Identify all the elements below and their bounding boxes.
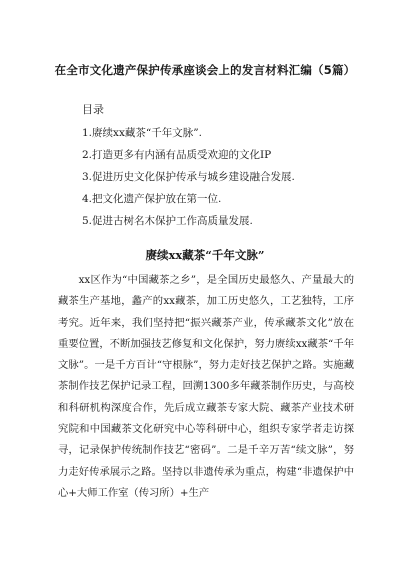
toc-item: 5.促进古树名木保护工作高质量发展. [82, 215, 253, 227]
toc-item: 3.促进历史文化保护传承与城乡建设融合发展. [82, 171, 295, 183]
body-paragraph: xx区作为“中国藏茶之乡”，是全国历史最悠久、产量最大的藏茶生产基地，蠡产的xx藏茶，加工历史悠久，工艺独特，工序考究。近年来，我们坚持把“振兴藏茶产业，传承藏茶文化”放在重要位置，不断加强技艺修复和文化保护，努力赓续xx藏茶“千年文脉”。一是千方百计“守根脉”，努力走好技艺保护之路。实施藏茶制作技艺保护记录工程，回溯1300多年藏茶制作历史，与高校和科研机构深度合作，先后成立藏茶专家大院、藏茶产业技术研究院和中国藏茶文化研究中心等科研中心，组织专家学者走访探寻，记录保护传统制作技艺“密码”。二是千辛万苦“续文脉”，努力走好传承展示之路。坚持以非遗传承为重点，构建“非遗保护中心+大师工作室（传习所）+生产 [58, 274, 354, 499]
table-of-contents [82, 122, 295, 232]
section-title: 赓续xx藏茶“千年文脉” [145, 248, 265, 262]
toc-item: 4.把文化遗产保护放在第一位. [82, 193, 222, 205]
toc-item: 2.打造更多有内涵有品质受欢迎的文化IP [82, 149, 272, 161]
document-title: 在全市文化遗产保护传承座谈会上的发言材料汇编（5篇） [54, 63, 356, 77]
toc-heading: 目录 [82, 103, 104, 116]
toc-item: 1.赓续xx藏茶“千年文脉”. [82, 127, 202, 139]
